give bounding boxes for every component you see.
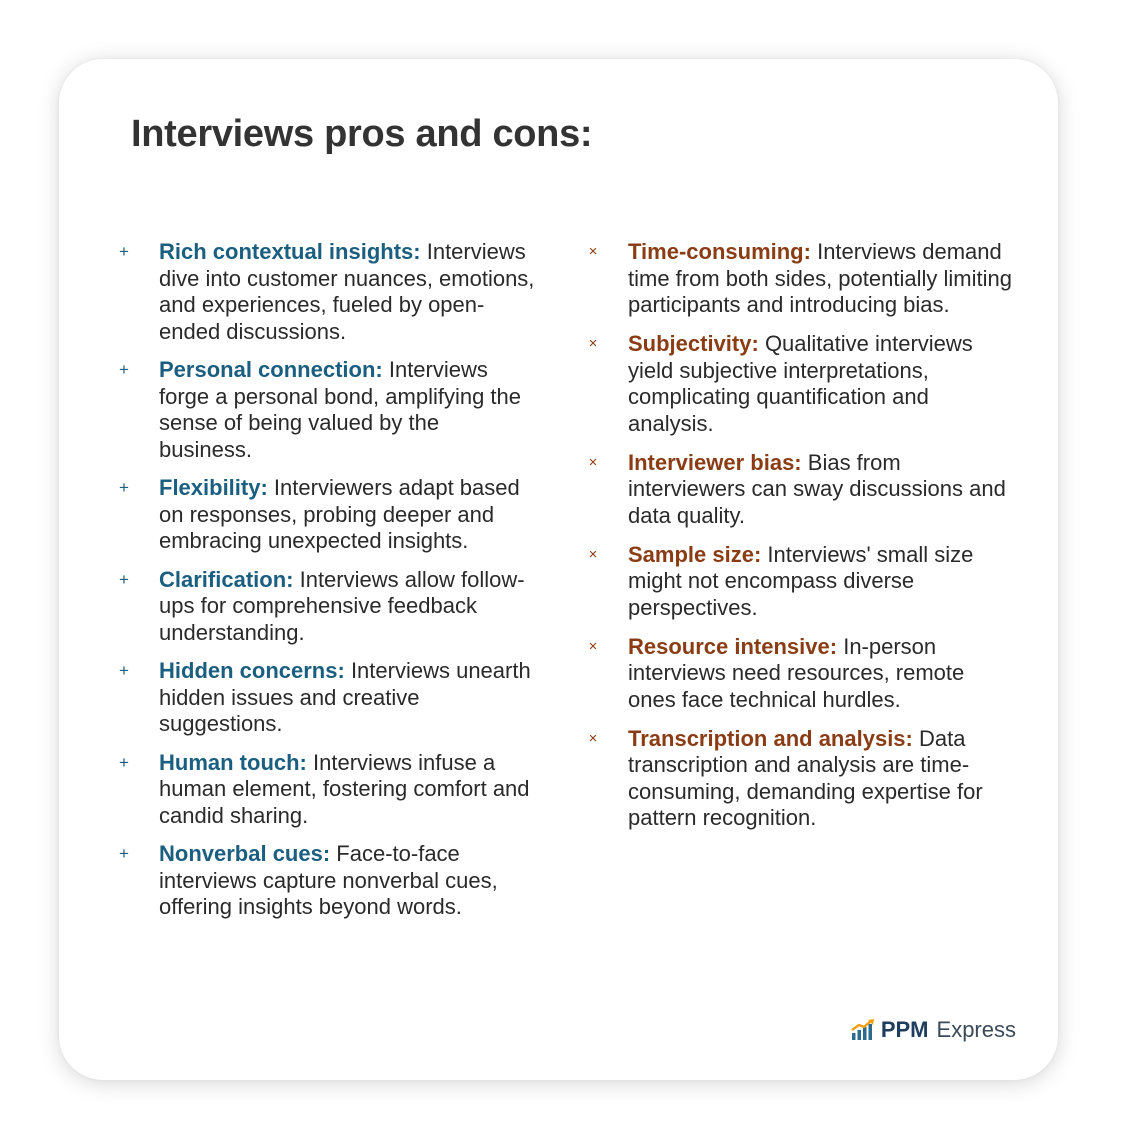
pro-term: Rich contextual insights: — [159, 239, 421, 264]
pro-term: Flexibility: — [159, 475, 268, 500]
con-text: In-person interviews need resources, remote ones face technical hurdles. — [628, 633, 965, 712]
bar-chart-arrow-icon — [851, 1019, 875, 1041]
con-text: Bias from interviewers can sway discussions and data quality. — [628, 449, 1006, 528]
plus-icon: + — [119, 661, 129, 680]
pro-item — [117, 750, 537, 830]
con-text: Qualitative interviews yield subjective interpretations, complicating quantification and analysis. — [628, 331, 973, 436]
con-term: Sample size: — [628, 541, 762, 567]
pro-term: Personal connection: — [159, 357, 383, 382]
cross-icon: × — [588, 729, 598, 747]
con-text: Data transcription and analysis are time-consuming, demanding expertise for pattern recognition. — [628, 725, 983, 830]
con-item — [586, 331, 1016, 437]
con-item — [586, 450, 1016, 530]
pro-term: Nonverbal cues: — [159, 841, 331, 866]
plus-icon: + — [119, 242, 129, 261]
pro-item — [117, 239, 537, 345]
plus-icon: + — [119, 844, 129, 863]
pro-term: Human touch: — [159, 749, 307, 775]
cross-icon: × — [588, 335, 598, 352]
pro-text: Interviews allow follow-ups for comprehensive feedback understanding. — [159, 566, 525, 645]
cross-icon: × — [588, 637, 598, 655]
page-title: Interviews pros and cons: — [131, 113, 593, 155]
plus-icon: + — [119, 569, 129, 589]
pro-term: Clarification: — [159, 566, 294, 592]
cross-icon: × — [588, 453, 598, 471]
pro-text: Interviews forge a personal bond, amplifying the sense of being valued by the business. — [159, 357, 522, 462]
cons-list — [586, 239, 1016, 844]
con-item — [586, 542, 1016, 622]
con-text: Interviews' small size might not encompass diverse perspectives. — [628, 541, 974, 620]
ppm-express-logo — [851, 1016, 1016, 1044]
pro-item — [117, 841, 537, 921]
con-term: Resource intensive: — [628, 633, 838, 659]
plus-icon: + — [119, 360, 129, 379]
pro-text: Interviewers adapt based on responses, probing deeper and embracing unexpected insights. — [159, 475, 520, 553]
pro-term: Hidden concerns: — [159, 658, 345, 683]
plus-icon: + — [119, 752, 129, 772]
pro-text: Face-to-face interviews capture nonverbal cues, offering insights beyond words. — [159, 841, 498, 919]
pros-cons-card — [59, 59, 1058, 1080]
con-term: Subjectivity: — [628, 331, 759, 356]
logo-text-strong: PPM — [880, 1017, 929, 1042]
plus-icon: + — [119, 478, 129, 497]
pro-item — [117, 475, 537, 555]
logo-text-light: Express — [936, 1017, 1016, 1042]
pro-item — [117, 567, 537, 647]
con-item — [586, 239, 1016, 319]
cross-icon: × — [588, 545, 598, 563]
pro-item — [117, 658, 537, 738]
pros-list — [117, 239, 537, 933]
con-item — [586, 634, 1016, 714]
con-term: Time-consuming: — [628, 239, 811, 264]
con-text: Interviews demand time from both sides, potentially limiting participants and introducing bias. — [628, 239, 1012, 317]
con-item — [586, 726, 1016, 832]
cross-icon: × — [588, 243, 598, 260]
pro-text: Interviews infuse a human element, fostering comfort and candid sharing. — [159, 749, 530, 828]
pro-text: Interviews dive into customer nuances, emotions, and experiences, fueled by open-ended discussions. — [159, 239, 535, 344]
pro-item — [117, 357, 537, 463]
con-term: Interviewer bias: — [628, 449, 802, 475]
con-term: Transcription and analysis: — [628, 725, 913, 751]
pro-text: Interviews unearth hidden issues and creative suggestions. — [159, 658, 531, 736]
